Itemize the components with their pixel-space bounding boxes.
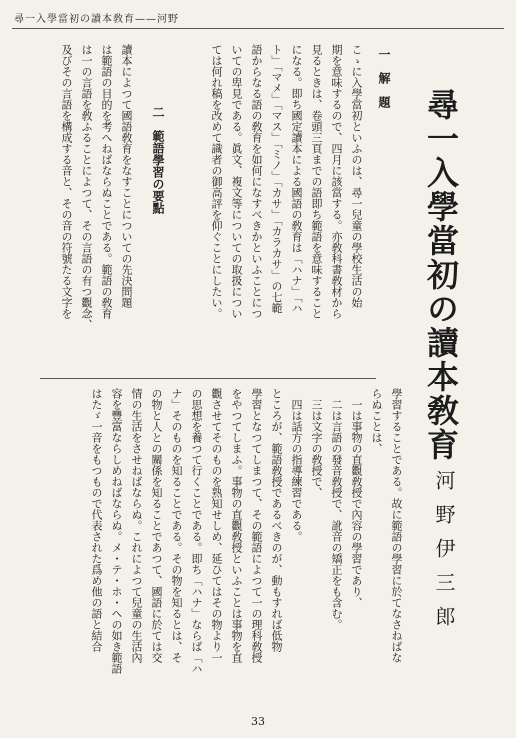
- middle-rule: [40, 378, 376, 379]
- text-column: 語からなる語の敎育を如何になすべきかといふことにつ: [250, 44, 263, 319]
- text-column: は一の言語を敎ふることによつて、その言語の有つ觀念、: [80, 44, 93, 330]
- text-column: ト」「マメ」「マス」「ミノ」「カサ」「カラカサ」の七範: [270, 44, 283, 314]
- text-column: 學習となつてしまつて、その範語によつて一の理科敎授: [250, 388, 263, 663]
- text-column: になる。即ち國定讀本による國語の敎育は「ハナ」「ハ: [290, 44, 303, 314]
- text-column: 讀本によつて國語敎育をなすことについての先決問題: [120, 44, 133, 308]
- text-column: 容を豐富ならしめねばならぬ。メ・テ・ホ・ヘの如き範語: [110, 388, 123, 674]
- text-column: 二は言語の發音敎授で、訛音の矯正をも含む。: [330, 388, 343, 630]
- text-column: 三は文字の敎授で、: [310, 388, 323, 498]
- text-column: 情の生活をさせねばならぬ。これによつて兒童の生活內: [130, 388, 143, 663]
- text-column: 期を意味するので、四月に該當する。亦敎科書敎材から: [330, 44, 343, 319]
- text-column: ては何れ稿を改めて識者の御高評を仰ぐことにしたい。: [210, 44, 223, 319]
- text-column: ところが、範語敎授であるべきのが、動もすれば低物: [270, 388, 283, 652]
- text-column: の思想を養つて行くことである。即ち「ハナ」ならば「ハ: [190, 388, 203, 674]
- text-column: 四は話方の指導練習である。: [290, 388, 303, 542]
- text-column: 見るときは、卷頭三頁までの語即ち範語を意味すること: [310, 44, 323, 319]
- text-column: らぬことは、: [370, 388, 383, 454]
- running-header: 尋一入學當初の讀本敎育——河野: [14, 14, 179, 25]
- text-column: こゝに入學當初といふのは、尋一兒童の學校生活の始: [350, 44, 363, 308]
- section-1-heading: 一 解 題: [377, 48, 391, 108]
- text-column: いての卑見である。眞文、複文等についての取扱につい: [230, 44, 243, 319]
- header-rule: [12, 28, 504, 29]
- text-column: 觀させてそのものを熟知せしめ、延ひてはその物より一: [210, 388, 223, 663]
- text-column: をやつてしまふ。事物の直觀敎授といふことは事物を直: [230, 388, 243, 663]
- author-name: 河野伊三郎: [432, 470, 456, 640]
- text-column: の物と人との關係を知ることであつて、國語に於ては交: [150, 388, 163, 663]
- article-title: 尋一入學當初の讀本敎育: [422, 88, 460, 462]
- section-2-heading: 二 範語學習の要點: [151, 106, 165, 214]
- text-column: は範語の目的を考へねばならぬことである。範語の敎育: [100, 44, 113, 319]
- page-number: 33: [251, 715, 265, 728]
- text-column: ナ」そのものを知ることである。その物を知るとは、そ: [170, 388, 183, 663]
- text-column: 學習することである。故に範語の學習に於てなさねばな: [390, 388, 403, 663]
- text-column: はたゞ一音をもつもので代表された爲め他の語と結合: [90, 388, 103, 652]
- text-column: 一は事物の直觀敎授で內容の學習であり、: [350, 388, 363, 608]
- text-column: 及びその言語を構成する音と、その音の符號たる文字を: [60, 44, 73, 319]
